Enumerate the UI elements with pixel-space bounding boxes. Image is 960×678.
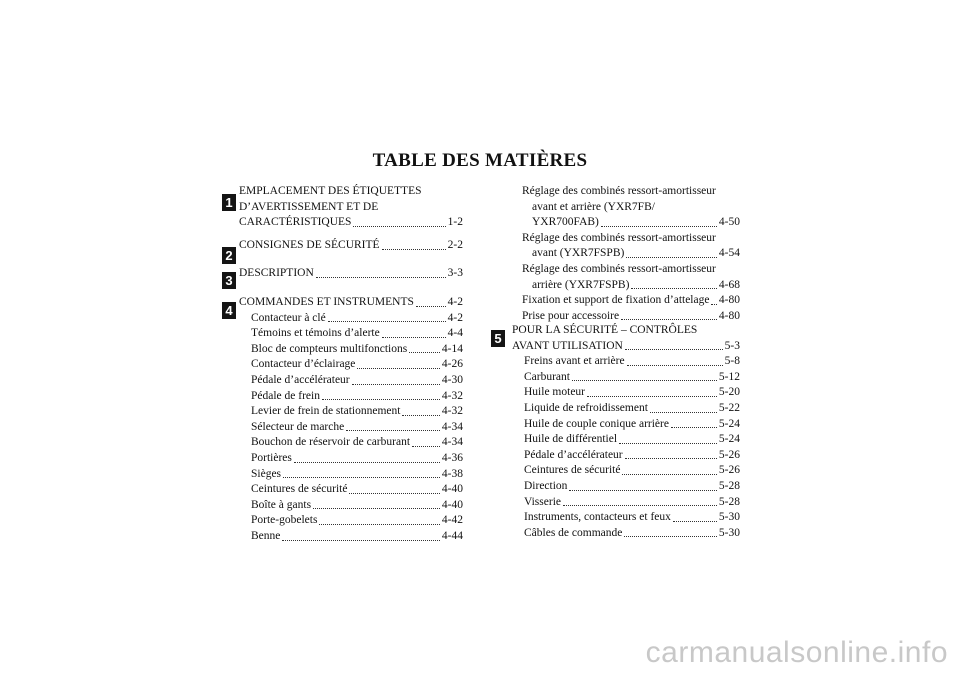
- toc-item-title: Ceintures de sécurité: [524, 464, 621, 477]
- toc-item[interactable]: [239, 498, 463, 514]
- toc-item[interactable]: [239, 435, 463, 451]
- page-title: TABLE DES MATIÈRES: [372, 150, 588, 171]
- toc-item[interactable]: [512, 184, 740, 231]
- toc-section-1-title: CARACTÉRISTIQUES: [239, 216, 352, 229]
- toc-section-4: [239, 295, 463, 545]
- toc-item-title: Visserie: [524, 495, 561, 508]
- toc-item-title: Prise pour accessoire: [522, 309, 620, 322]
- toc-item[interactable]: [512, 309, 740, 325]
- toc-page-number: 4-32: [441, 405, 463, 418]
- toc-item-title: Huile de couple conique arrière: [524, 417, 669, 430]
- toc-page-number: 2-2: [447, 239, 463, 251]
- toc-page-number: 4-80: [718, 294, 740, 307]
- toc-item-title: Instruments, contacteurs et feux: [524, 511, 671, 524]
- toc-page-number: 4-50: [718, 216, 740, 229]
- toc-page-number: 4-26: [441, 358, 463, 371]
- toc-section-4-title: COMMANDES ET INSTRUMENTS: [239, 296, 414, 308]
- toc-page-number: 4-80: [718, 309, 740, 322]
- toc-section-1-line: EMPLACEMENT DES ÉTIQUETTES: [239, 185, 422, 197]
- toc-item[interactable]: [512, 526, 740, 542]
- toc-section-2[interactable]: [239, 238, 463, 254]
- chapter-tab-5: 5: [491, 330, 505, 347]
- toc-section-5-heading[interactable]: [512, 339, 740, 355]
- toc-item-title: Portières: [251, 451, 292, 464]
- toc-item[interactable]: [512, 293, 740, 309]
- toc-item-title: Sélecteur de marche: [251, 420, 345, 433]
- toc-item-last-line: [522, 309, 740, 325]
- toc-item[interactable]: [512, 231, 740, 262]
- toc-item-title: Porte-gobelets: [251, 514, 318, 527]
- toc-page-number: 5-30: [718, 511, 740, 524]
- toc-page-number: 4-42: [441, 514, 463, 527]
- toc-page-number: 5-8: [724, 355, 740, 368]
- toc-section-2-title: CONSIGNES DE SÉCURITÉ: [239, 239, 380, 251]
- toc-section-1-line: D’AVERTISSEMENT ET DE: [239, 200, 379, 213]
- toc-item-title: Liquide de refroidissement: [524, 401, 648, 414]
- toc-item-title: Témoins et témoins d’alerte: [251, 327, 380, 340]
- toc-item[interactable]: [239, 342, 463, 358]
- toc-section-3-title: DESCRIPTION: [239, 267, 314, 279]
- toc-page-number: 4-34: [441, 436, 463, 449]
- toc-page-number: 5-30: [718, 526, 740, 539]
- toc-item-title: Levier de frein de stationnement: [251, 405, 401, 418]
- toc-item[interactable]: [512, 354, 740, 370]
- chapter-tab-3: 3: [222, 272, 236, 289]
- toc-item-line: avant et arrière (YXR7FB/: [532, 200, 655, 213]
- watermark: carmanualsonline.info: [645, 636, 948, 669]
- toc-item[interactable]: [239, 420, 463, 436]
- toc-item[interactable]: [239, 482, 463, 498]
- toc-item[interactable]: [512, 432, 740, 448]
- toc-item-last-line: [522, 215, 740, 231]
- toc-page-number: 5-22: [718, 401, 740, 414]
- toc-item[interactable]: [239, 373, 463, 389]
- toc-item-title: YXR700FAB): [532, 216, 599, 229]
- toc-item-title: Benne: [251, 529, 281, 542]
- toc-page-number: 4-44: [441, 529, 463, 542]
- toc-item[interactable]: [239, 467, 463, 483]
- toc-item[interactable]: [239, 451, 463, 467]
- toc-page-number: 1-2: [447, 216, 463, 229]
- chapter-tab-4: 4: [222, 302, 236, 319]
- toc-page-number: 5-26: [718, 448, 740, 461]
- toc-page-number: 4-38: [441, 467, 463, 480]
- toc-item[interactable]: [512, 401, 740, 417]
- toc-item-title: Huile de différentiel: [524, 433, 618, 446]
- toc-page-number: 4-14: [441, 342, 463, 355]
- toc-item-title: Sièges: [251, 467, 282, 480]
- toc-item-title: Direction: [524, 479, 568, 492]
- toc-section-3[interactable]: [239, 266, 463, 282]
- toc-page-number: 4-40: [441, 483, 463, 496]
- toc-page-number: 5-20: [718, 386, 740, 399]
- toc-item-title: Fixation et support de fixation d’attelage: [522, 294, 710, 307]
- toc-item-title: Contacteur d’éclairage: [251, 358, 356, 371]
- toc-item-title: Bouchon de réservoir de carburant: [251, 436, 411, 449]
- toc-page-number: 4-40: [441, 498, 463, 511]
- toc-item[interactable]: [512, 262, 740, 293]
- toc-item[interactable]: [239, 311, 463, 327]
- toc-page-number: 3-3: [447, 267, 463, 279]
- toc-page-number: 5-28: [718, 495, 740, 508]
- toc-item[interactable]: [239, 357, 463, 373]
- toc-item-last-line: [522, 246, 740, 262]
- toc-page-number: 5-24: [718, 433, 740, 446]
- toc-item-title: Bloc de compteurs multifonctions: [251, 342, 408, 355]
- toc-item-line: Réglage des combinés ressort-amortisseur: [522, 262, 716, 275]
- toc-item-title: Ceintures de sécurité: [251, 483, 348, 496]
- toc-item[interactable]: [512, 417, 740, 433]
- toc-page-number: 5-24: [718, 417, 740, 430]
- toc-item[interactable]: [512, 385, 740, 401]
- toc-page-number: 5-26: [718, 464, 740, 477]
- toc-item-title: arrière (YXR7FSPB): [532, 278, 630, 291]
- toc-item[interactable]: [239, 404, 463, 420]
- toc-item-title: avant (YXR7FSPB): [532, 247, 625, 260]
- toc-item-title: Carburant: [524, 370, 570, 383]
- toc-item-last-line: [522, 278, 740, 294]
- toc-item-title: Contacteur à clé: [251, 311, 326, 324]
- chapter-tab-2: 2: [222, 247, 236, 264]
- toc-page-number: 4-2: [447, 311, 463, 324]
- toc-item[interactable]: [512, 479, 740, 495]
- toc-page-number: 4-36: [441, 451, 463, 464]
- toc-page-number: 5-28: [718, 479, 740, 492]
- toc-item-line: Réglage des combinés ressort-amortisseur: [522, 185, 716, 197]
- chapter-tab-1: 1: [222, 194, 236, 211]
- toc-page-number: 4-30: [441, 373, 463, 386]
- toc-section-5: [512, 323, 740, 541]
- toc-item-title: Pédale d’accélérateur: [251, 373, 350, 386]
- toc-item[interactable]: [239, 326, 463, 342]
- toc-section-4-continued: [512, 184, 740, 324]
- toc-item-title: Pédale de frein: [251, 389, 320, 402]
- toc-page-number: 4-2: [447, 296, 463, 308]
- toc-item[interactable]: [239, 513, 463, 529]
- toc-section-1[interactable]: [239, 184, 463, 231]
- toc-page-number: 5-12: [718, 370, 740, 383]
- toc-item[interactable]: [512, 463, 740, 479]
- toc-item-last-line: [522, 293, 740, 309]
- toc-item-title: Pédale d’accélérateur: [524, 448, 623, 461]
- toc-section-5-title: AVANT UTILISATION: [512, 339, 623, 352]
- toc-section-4-heading[interactable]: [239, 295, 463, 311]
- toc-item[interactable]: [512, 370, 740, 386]
- toc-item-title: Boîte à gants: [251, 498, 312, 511]
- toc-item[interactable]: [512, 495, 740, 511]
- toc-page-number: 4-54: [718, 247, 740, 260]
- toc-page-number: 4-32: [441, 389, 463, 402]
- toc-item-title: Câbles de commande: [524, 526, 623, 539]
- toc-item-line: Réglage des combinés ressort-amortisseur: [522, 231, 716, 244]
- toc-item[interactable]: [512, 510, 740, 526]
- toc-item-title: Huile moteur: [524, 386, 585, 399]
- toc-item[interactable]: [512, 448, 740, 464]
- toc-section-5-line: POUR LA SÉCURITÉ – CONTRÔLES: [512, 324, 698, 336]
- toc-page-number: 5-3: [724, 339, 740, 352]
- toc-item-title: Freins avant et arrière: [524, 355, 625, 368]
- toc-page-number: 4-34: [441, 420, 463, 433]
- toc-page-number: 4-4: [447, 327, 463, 340]
- toc-item[interactable]: [239, 529, 463, 545]
- toc-page-number: 4-68: [718, 278, 740, 291]
- toc-item[interactable]: [239, 389, 463, 405]
